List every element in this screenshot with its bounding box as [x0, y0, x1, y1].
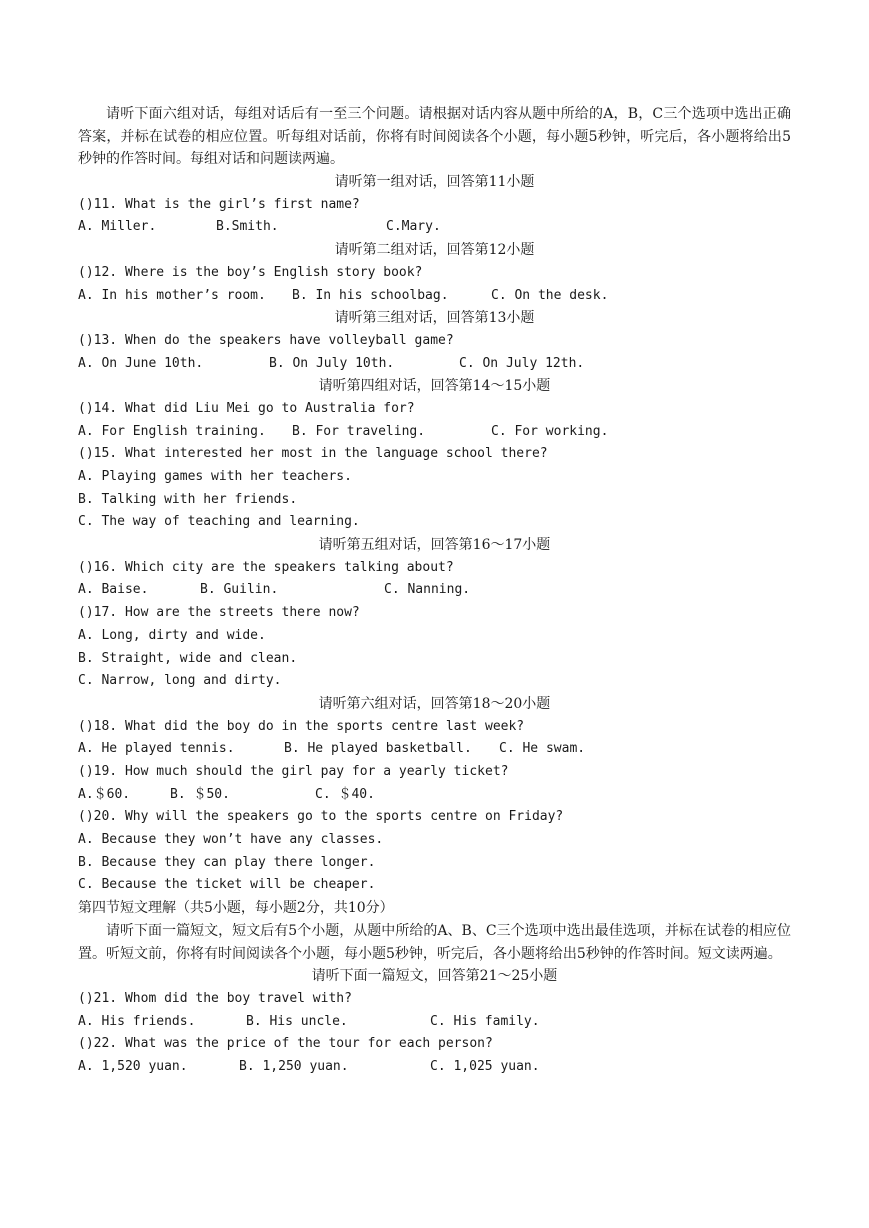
option-b: B. Straight, wide and clean. [78, 650, 298, 666]
options-13 [78, 353, 791, 376]
option-c: C. The way of teaching and learning. [78, 514, 360, 530]
option-a: A. Because they won’t have any classes. [78, 832, 384, 848]
group-heading: 请听第三组对话，回答第13小题 [334, 310, 535, 327]
question-12: ()12. Where is the boy’s English story book? [78, 264, 423, 280]
option-b: B. He played basketball. [284, 741, 472, 757]
option-c: C. His family. [430, 1013, 540, 1029]
option-a: A. On June 10th. [78, 355, 204, 371]
option-a: A. Baise. [78, 582, 149, 598]
question-18: ()18. What did the boy do in the sports centre last week? [78, 718, 525, 734]
section4-intro: 请听下面一篇短文，短文后有5个小题，从题中所给的A、B、C三个选项中选出最佳选项，并标在试卷的相应位置。听短文前，你将有时间阅读各个小题，每小题5秒钟，听完后，各小题将给出5秒钟的作答时间。短文读两遍。 [78, 922, 791, 962]
option-b: B. Talking with her friends. [78, 491, 298, 507]
option-b: B. Because they can play there longer. [78, 854, 376, 870]
question-13: ()13. When do the speakers have volleyball game? [78, 332, 454, 348]
option-a: A.＄60. [78, 786, 131, 802]
option-b: B.Smith. [216, 219, 279, 235]
option-b: B. His uncle. [246, 1013, 348, 1029]
option-a: A. For English training. [78, 423, 266, 439]
option-b: B. ＄50. [170, 786, 230, 802]
group-heading: 请听第五组对话，回答第16～17小题 [318, 537, 551, 554]
question-17: ()17. How are the streets there now? [78, 605, 360, 621]
option-c: C. Narrow, long and dirty. [78, 673, 282, 689]
question-19: ()19. How much should the girl pay for a yearly ticket? [78, 763, 509, 779]
section3-intro: 请听下面六组对话，每组对话后有一至三个问题。请根据对话内容从题中所给的A，B，C三个选项中选出正确答案，并标在试卷的相应位置。听每组对话前，你将有时间阅读各个小题，每小题5秒钟，听完后，各小题将给出5秒钟的作答时间。每组对话和问题读两遍。 [78, 106, 791, 168]
question-22: ()22. What was the price of the tour for each person? [78, 1036, 493, 1052]
question-21: ()21. Whom did the boy travel with? [78, 990, 352, 1006]
question-16: ()16. Which city are the speakers talking about? [78, 559, 454, 575]
option-c: C. Nanning. [384, 582, 471, 598]
section4-title: 第四节短文理解（共5小题，每小题2分，共10分） [78, 900, 394, 917]
question-14: ()14. What did Liu Mei go to Australia for? [78, 400, 415, 416]
option-a: A. 1,520 yuan. [78, 1058, 188, 1074]
option-a: A. Miller. [78, 219, 157, 235]
option-c: C. Because the ticket will be cheaper. [78, 877, 376, 893]
option-a: A. He played tennis. [78, 741, 235, 757]
group-heading: 请听第六组对话，回答第18～20小题 [318, 695, 551, 712]
option-b: B. For traveling. [292, 423, 426, 439]
group-heading: 请听第一组对话，回答第11小题 [334, 174, 535, 191]
options-22 [78, 1056, 791, 1079]
option-c: C. On July 12th. [459, 355, 585, 371]
option-a: A. Playing games with her teachers. [78, 469, 352, 485]
options-16 [78, 579, 791, 602]
options-14 [78, 421, 791, 444]
group-heading: 请听第四组对话，回答第14～15小题 [318, 378, 551, 395]
option-b: B. Guilin. [200, 582, 279, 598]
group-heading: 请听第二组对话，回答第12小题 [334, 242, 535, 259]
option-b: B. On July 10th. [269, 355, 395, 371]
option-c: C. He swam. [499, 741, 586, 757]
option-a: A. Long, dirty and wide. [78, 627, 266, 643]
question-11: ()11. What is the girl’s first name? [78, 196, 360, 212]
option-c: C. On the desk. [491, 287, 609, 303]
options-12 [78, 285, 791, 308]
group-heading: 请听下面一篇短文，回答第21～25小题 [311, 968, 558, 985]
option-a: A. His friends. [78, 1013, 196, 1029]
option-c: C. 1,025 yuan. [430, 1058, 540, 1074]
options-19 [78, 784, 791, 807]
option-a: A. In his mother’s room. [78, 287, 266, 303]
option-b: B. 1,250 yuan. [239, 1058, 349, 1074]
option-c: C. For working. [491, 423, 609, 439]
option-c: C. ＄40. [315, 786, 375, 802]
option-b: B. In his schoolbag. [292, 287, 449, 303]
option-c: C.Mary. [386, 219, 441, 235]
options-21 [78, 1011, 791, 1034]
options-18 [78, 738, 791, 761]
question-20: ()20. Why will the speakers go to the sports centre on Friday? [78, 809, 564, 825]
options-11 [78, 216, 791, 239]
question-15: ()15. What interested her most in the language school there? [78, 446, 548, 462]
